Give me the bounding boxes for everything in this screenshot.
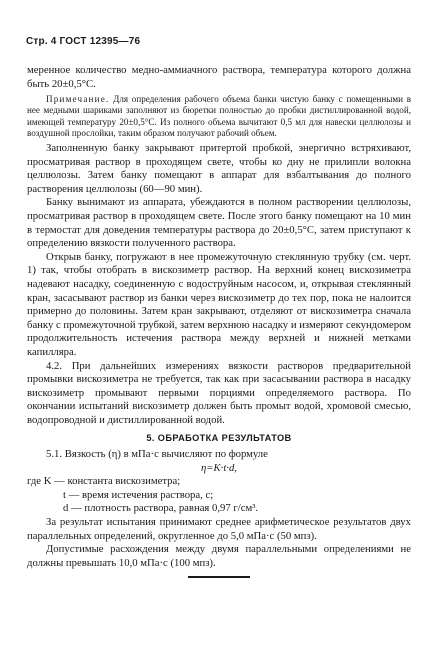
paragraph-continuation: меренное количество медно-аммиачного раствора, температура которого должна быть 20±0,5°С. bbox=[27, 64, 411, 90]
paragraph-5-1: 5.1. Вязкость (η) в мПа·с вычисляют по формуле bbox=[46, 448, 268, 461]
legend-t: t — время истечения раствора, с; bbox=[63, 488, 214, 501]
document-body bbox=[27, 64, 411, 578]
page-label: Стр. 4 bbox=[26, 36, 57, 47]
note-paragraph bbox=[27, 94, 411, 139]
formula-legend bbox=[27, 475, 411, 516]
standard-number: ГОСТ 12395—76 bbox=[59, 36, 141, 47]
end-rule bbox=[188, 576, 250, 578]
section-title: 5. ОБРАБОТКА РЕЗУЛЬТАТОВ bbox=[146, 433, 292, 444]
paragraph-remove: Банку вынимают из аппарата, убеждаются в полном растворении целлюлозы, просматривая раствор в проходящем свете. После этого банку помещают на 10 мин в термостат для доведения температуры раствора до 20±0,5°С, затем приступают к определению вязкости полученного раствора. bbox=[27, 196, 411, 250]
paragraph-result: За результат испытания принимают среднее арифметическое результатов двух параллельных определений, округленное до 5,0 мПа·с (50 мпз). bbox=[27, 516, 411, 542]
paragraph-shake: Заполненную банку закрывают притертой пробкой, энергично встряхивают, просматривая раствор в проходящем свете, чтобы ко дну не прилипли волокна целлюлозы. Затем банку помещают в аппарат для взбалтывания до полного растворения целлюлозы (60—90 мин). bbox=[27, 142, 411, 195]
legend-k: где K — константа вискозиметра; bbox=[27, 475, 181, 488]
note-label: Примечание. bbox=[46, 94, 110, 105]
note-text: Для определения рабочего объема банки чистую банку с помещенными в нее медными шариками заполняют из бюретки полностью до пробки дистиллированной водой, имеющей температуру 20±0,5°С. Из полного объема вычитают 0,5 мл для навески целлюлозы и воздушной прослойки, таким образом получают рабочий объем. bbox=[27, 94, 411, 138]
page-header bbox=[26, 36, 140, 47]
legend-d: d — плотность раствора, равная 0,97 г/см³. bbox=[63, 502, 259, 515]
paragraph-open: Открыв банку, погружают в нее промежуточную стеклянную трубку (см. черт. 1) так, чтобы отобрать в вискозиметр раствор. На верхний конец вискозиметра надевают насадку, соединенную с водоструйным насосом, и, открывая стеклянный кран, засасывают раствор из банки через вискозиметр до тех пор, пока не налоится примерно до половины. Затем кран закрывают, отделяют от вискозиметра сначала банку с промежуточной трубкой, затем верхнюю насадку и измеряют секундомером продолжительность истечения раствора между верхней и нижней метками капилляра. bbox=[27, 250, 412, 358]
paragraph-4-2: 4.2. При дальнейших измерениях вязкости растворов предварительной промывки вискозиметра не требуется, так как при засасывании раствора в насадку вискозиметр промывают первыми порциями определяемого раствора. По окончании испытаний вискозиметр должен быть промыт водой, хромовой смесью, водопроводной и дистиллированной водой. bbox=[27, 359, 411, 426]
paragraph-tolerance: Допустимые расхождения между двумя параллельными определениями не должны превышать 10,0 мПа·с (100 мпз). bbox=[27, 543, 411, 569]
viscosity-formula: η=K·t·d, bbox=[201, 461, 237, 474]
